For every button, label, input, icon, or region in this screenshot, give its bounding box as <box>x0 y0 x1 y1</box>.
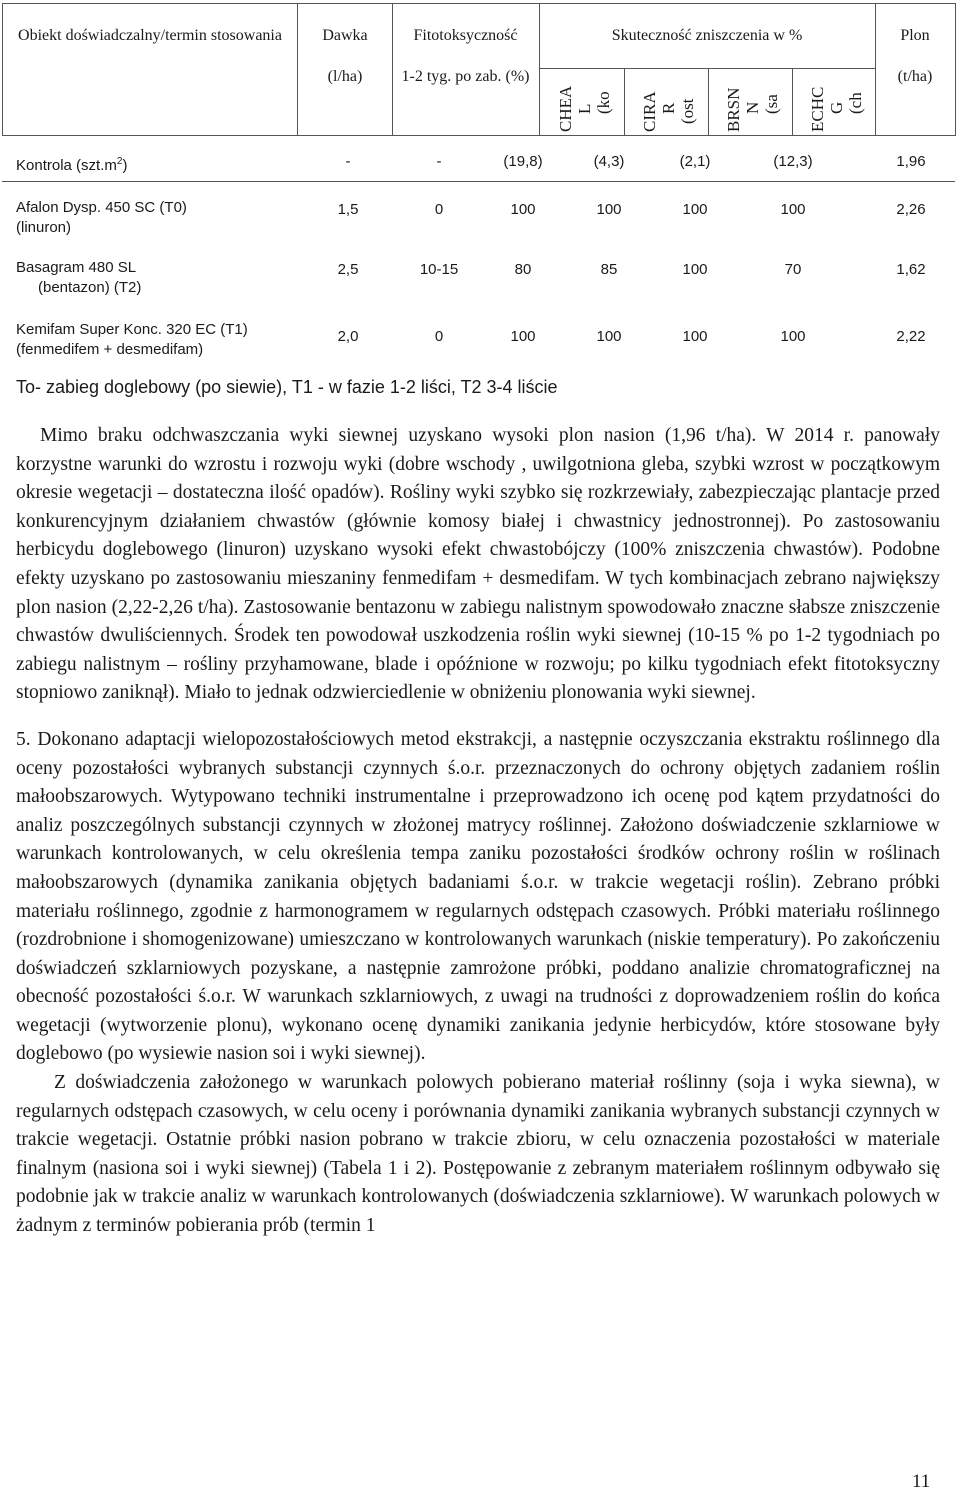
control-phyto: - <box>436 153 442 170</box>
col-border <box>955 3 956 136</box>
col-border <box>624 68 625 135</box>
cell: 1,62 <box>896 261 926 278</box>
row-basagram-sub: (bentazon) (T2) <box>38 279 142 296</box>
page-number: 11 <box>912 1471 931 1492</box>
control-chea: (19,8) <box>503 153 543 170</box>
header-dose-unit: (l/ha) <box>327 68 363 85</box>
paragraph: 5. Dokonano adaptacji wielopozostałościowych metod ekstrakcji, a następnie oczyszczania ekstraktu roślinnego dla oceny pozostałości wybranych substancji czynnych ś.o.r. przeznaczonych do ochrony objętych zadaniem roślin małoobszarowych. Wytypowano techniki instrumentalne i przeprowadzono ich ocenę pod kątem przydatności do analiz poszczególnych substancji czynnych w złożonej matrycy roślinnej. Założono doświadczenie szklarniowe w warunkach kontrolowanych, w celu określenia tempa zaniku pozostałości środków ochrony roślin w roślinach małoobszarowych (dynamika zanikania objętych badaniami ś.o.r. w trakcie wegetacji roślin). Zebrano próbki materiału roślinnego, zgodnie z harmonogramem w regularnych odstępach czasowych. Próbki materiału roślinnego (rozdrobnione i shomogenizowane) umieszczano w kontrolowanych warunkach (niskie temperatury). Po zakończeniu doświadczeń szklarniowych pozyskane, a następnie zamrożone próbki, poddano analizie chromatograficznej na obecność pozostałości ś.o.r. W warunkach szklarniowych, z uwagi na trudności z doprowadzeniem roślin do końca wegetacji (wytworzenie plonu), wykonano ocenę dynamiki zanikania jedynie herbicydów, które stosowane były doglebowo (po wysiewie nasion soi i wyki siewnej). <box>16 728 940 1065</box>
cell: 0 <box>434 328 444 345</box>
header-yield-unit: (t/ha) <box>897 68 933 85</box>
header-phytotoxicity: Fitotoksyczność <box>413 27 518 44</box>
weed-header-chea: CHEA L (ko <box>556 85 613 132</box>
results-table <box>0 0 960 366</box>
cell: 100 <box>780 201 806 218</box>
cell: 100 <box>510 201 536 218</box>
cell: 100 <box>682 201 708 218</box>
cell: 1,5 <box>337 201 359 218</box>
col-border <box>875 3 876 136</box>
weed-header-brsnn: BRSN N (sa <box>724 87 781 132</box>
row-border <box>2 181 955 182</box>
control-brsnn: (2,1) <box>679 153 711 170</box>
cell: 100 <box>510 328 536 345</box>
control-dose: - <box>345 153 351 170</box>
control-yield: 1,96 <box>896 153 926 170</box>
control-cirar: (4,3) <box>593 153 625 170</box>
header-phytotoxicity-sub: 1-2 tyg. po zab. (%) <box>401 68 530 85</box>
row-basagram-name: Basagram 480 SL <box>16 259 137 276</box>
cell: 2,22 <box>896 328 926 345</box>
cell: 85 <box>600 261 618 278</box>
col-border <box>792 68 793 135</box>
col-border <box>539 3 540 136</box>
cell: 10-15 <box>419 261 459 278</box>
cell: 2,5 <box>337 261 359 278</box>
weed-header-echcg: ECHC G (ch <box>808 86 865 132</box>
col-border <box>2 3 3 136</box>
row-afalon-sub: (linuron) <box>16 219 72 236</box>
cell: 70 <box>784 261 802 278</box>
cell: 80 <box>514 261 532 278</box>
table-footnote: To- zabieg doglebowy (po siewie), T1 - w fazie 1-2 liści, T2 3-4 liście <box>16 377 558 397</box>
header-yield: Plon <box>900 27 930 44</box>
header-bottom-border <box>2 135 955 136</box>
cell: 2,26 <box>896 201 926 218</box>
cell: 100 <box>596 328 622 345</box>
header-dose: Dawka <box>322 27 368 44</box>
cell: 100 <box>780 328 806 345</box>
cell: 100 <box>682 328 708 345</box>
col-border <box>297 3 298 136</box>
cell: 100 <box>596 201 622 218</box>
row-afalon-name: Afalon Dysp. 450 SC (T0) <box>16 199 187 216</box>
table-top-border <box>2 3 955 4</box>
col-border <box>708 68 709 135</box>
body-text <box>16 422 940 1241</box>
paragraph: Z doświadczenia założonego w warunkach polowych pobierano materiał roślinny (soja i wyka siewna), w regularnych odstępach czasowych, w celu oceny i porównania dynamiki zanikania wybranych substancji czynnych w trakcie wegetacji. Ostatnie próbki nasion pobrano w trakcie zbioru, w celu oznaczenia pozostałości w materiale finalnym (nasiona soi i wyki siewnej) (Tabela 1 i 2). Postępowanie z zebranym materiałem roślinnym odbywało się podobnie jak w trakcie analiz w warunkach kontrolowanych (doświadczenia szklarniowe). W warunkach polowych w żadnym z terminów pobierania prób (termin 1 <box>16 1072 940 1237</box>
row-kemifam-sub: (fenmedifem + desmedifam) <box>16 341 204 358</box>
header-efficacy: Skuteczność zniszczenia w % <box>611 27 803 44</box>
cell: 0 <box>434 201 444 218</box>
efficacy-subheader-border <box>539 68 875 69</box>
cell: 2,0 <box>337 328 359 345</box>
control-row-label: Kontrola $(szt.m^2)$ <box>16 156 128 174</box>
control-echcg: (12,3) <box>773 153 813 170</box>
header-object: Obiekt doświadczalny/termin stosowania <box>18 27 282 44</box>
row-kemifam-name: Kemifam Super Konc. 320 EC (T1) <box>16 321 248 338</box>
paragraph: Mimo braku odchwaszczania wyki siewnej uzyskano wysoki plon nasion (1,96 t/ha). W 2014 r. panowały korzystne warunki do wzrostu i rozwoju wyki (dobre wschody , uwilgotniona gleba, szybki wzrost w początkowym okresie wegetacji – dostateczna ilość opadów). Rośliny wyki szybko się rozkrzewiały, zabezpieczając plantacje przed konkurencyjnym działaniem chwastów (głównie komosy białej i chwastnicy jednostronnej). Po zastosowaniu herbicydu doglebowego (linuron) uzyskano wysoki efekt chwastobójczy (100% zniszczenia chwastów). Podobne efekty uzyskano po zastosowaniu mieszaniny fenmedifam + desmedifam. W tych kombinacjach zebrano największy plon nasion (2,22-2,26 t/ha). Zastosowanie bentazonu w zabiegu nalistnym spowodowało znaczne słabsze zniszczenie chwastów dwuliściennych. Środek ten powodował uszkodzenia roślin wyki siewnej (10-15 % po 1-2 tygodniach po zabiegu nalistnym – rośliny przyhamowane, blade i opóźnione w rozwoju; po kilku tygodniach efekt fitotoksyczny stopniowo zaniknął). Miało to jednak odzwierciedlenie w obniżeniu plonowania wyki siewnej. <box>16 425 940 704</box>
col-border <box>392 3 393 136</box>
weed-header-cirar: CIRA R (ost <box>640 91 697 132</box>
cell: 100 <box>682 261 708 278</box>
